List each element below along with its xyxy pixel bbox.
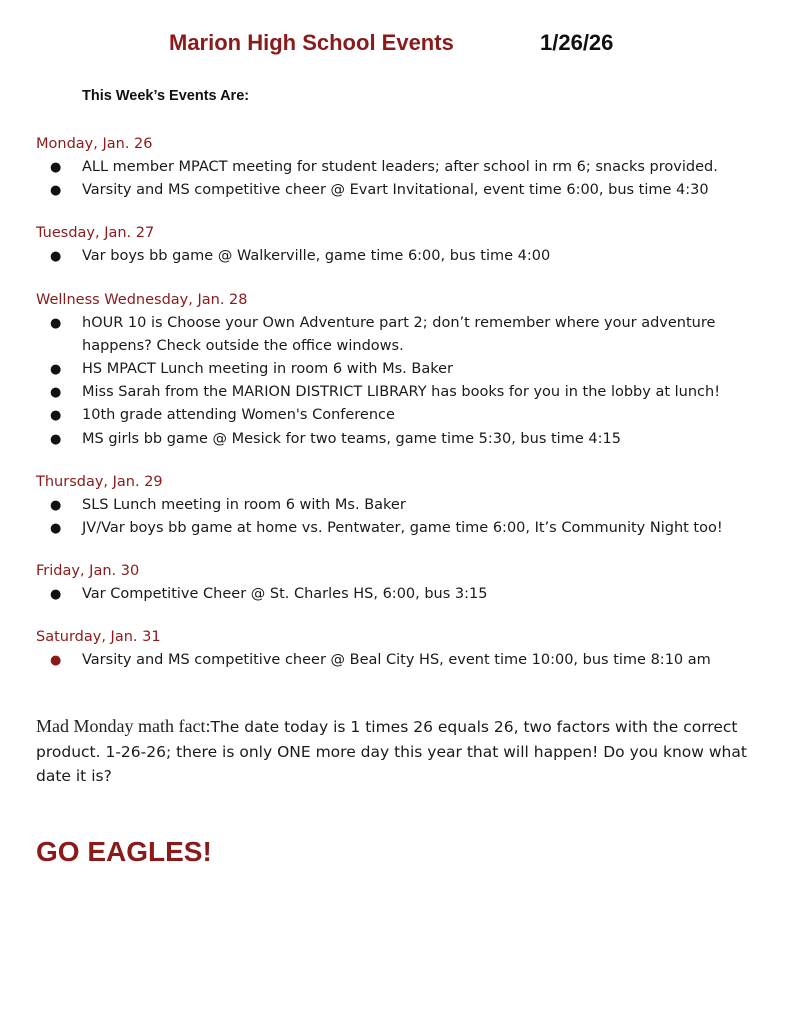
- list-item: ● Var Competitive Cheer @ St. Charles HS, 6:00, bus 3:15: [36, 583, 756, 606]
- bullet-icon: ●: [50, 385, 62, 401]
- list-item: ● MS girls bb game @ Mesick for two teams, game time 5:30, bus time 4:15: [36, 428, 756, 451]
- day-friday: [36, 560, 756, 606]
- list-item: ● HS MPACT Lunch meeting in room 6 with Ms. Baker: [36, 358, 756, 381]
- page-date: 1/26/26: [540, 30, 614, 55]
- math-fact-body: The date today is 1 times 26 equals 26, two factors with the correct product. 1-26-26; there is only ONE more day this year that will happen! Do you know what date it is?: [36, 718, 747, 785]
- day-heading: Thursday, Jan. 29: [36, 473, 163, 490]
- bullet-icon: ●: [50, 183, 62, 199]
- page-title: Marion High School Events: [169, 30, 454, 55]
- day-heading: Saturday, Jan. 31: [36, 629, 161, 646]
- day-heading: Tuesday, Jan. 27: [36, 225, 155, 242]
- bullet-icon: ●: [50, 249, 62, 265]
- math-fact-lead: Mad Monday math fact:: [36, 716, 211, 736]
- list-item: ● JV/Var boys bb game at home vs. Pentwater, game time 6:00, It’s Community Night too!: [36, 517, 756, 540]
- list-item: ● Var boys bb game @ Walkerville, game time 6:00, bus time 4:00: [36, 245, 756, 268]
- bullet-icon: ●: [50, 497, 62, 513]
- list-item: ● SLS Lunch meeting in room 6 with Ms. Baker: [36, 494, 756, 517]
- day-tuesday: [36, 222, 756, 268]
- bullet-icon: ●: [50, 362, 62, 378]
- list-item: ● Varsity and MS competitive cheer @ Beal City HS, event time 10:00, bus time 8:10 am: [36, 649, 756, 672]
- list-item: ● Varsity and MS competitive cheer @ Evart Invitational, event time 6:00, bus time 4:30: [36, 179, 756, 202]
- bullet-icon: ●: [50, 431, 62, 447]
- day-thursday: [36, 471, 756, 540]
- list-item: ● 10th grade attending Women's Conference: [36, 404, 756, 427]
- day-heading: Friday, Jan. 30: [36, 563, 140, 580]
- day-heading: Wellness Wednesday, Jan. 28: [36, 291, 248, 308]
- intro-heading: This Week’s Events Are:: [82, 88, 250, 104]
- bullet-icon: ●: [50, 315, 62, 331]
- day-heading: Monday, Jan. 26: [36, 136, 153, 152]
- title-row: [0, 30, 791, 60]
- day-saturday: [36, 626, 756, 672]
- day-monday: [36, 133, 756, 202]
- bullet-icon: ●: [50, 160, 62, 175]
- bullet-icon: ●: [50, 587, 62, 603]
- events-list: [36, 133, 756, 693]
- bullet-icon: ●: [50, 653, 62, 669]
- list-item: ● Miss Sarah from the MARION DISTRICT LIBRARY has books for you in the lobby at lunch!: [36, 381, 756, 404]
- math-fact: [36, 714, 751, 789]
- day-wednesday: [36, 289, 756, 451]
- list-item: ● hOUR 10 is Choose your Own Adventure part 2; don’t remember where your adventure happens? Check outside the office windows.: [36, 312, 756, 358]
- closing-banner: GO EAGLES!: [36, 836, 212, 867]
- bullet-icon: ●: [50, 521, 62, 537]
- bullet-icon: ●: [50, 408, 62, 424]
- list-item: ● ALL member MPACT meeting for student leaders; after school in rm 6; snacks provided.: [36, 156, 756, 179]
